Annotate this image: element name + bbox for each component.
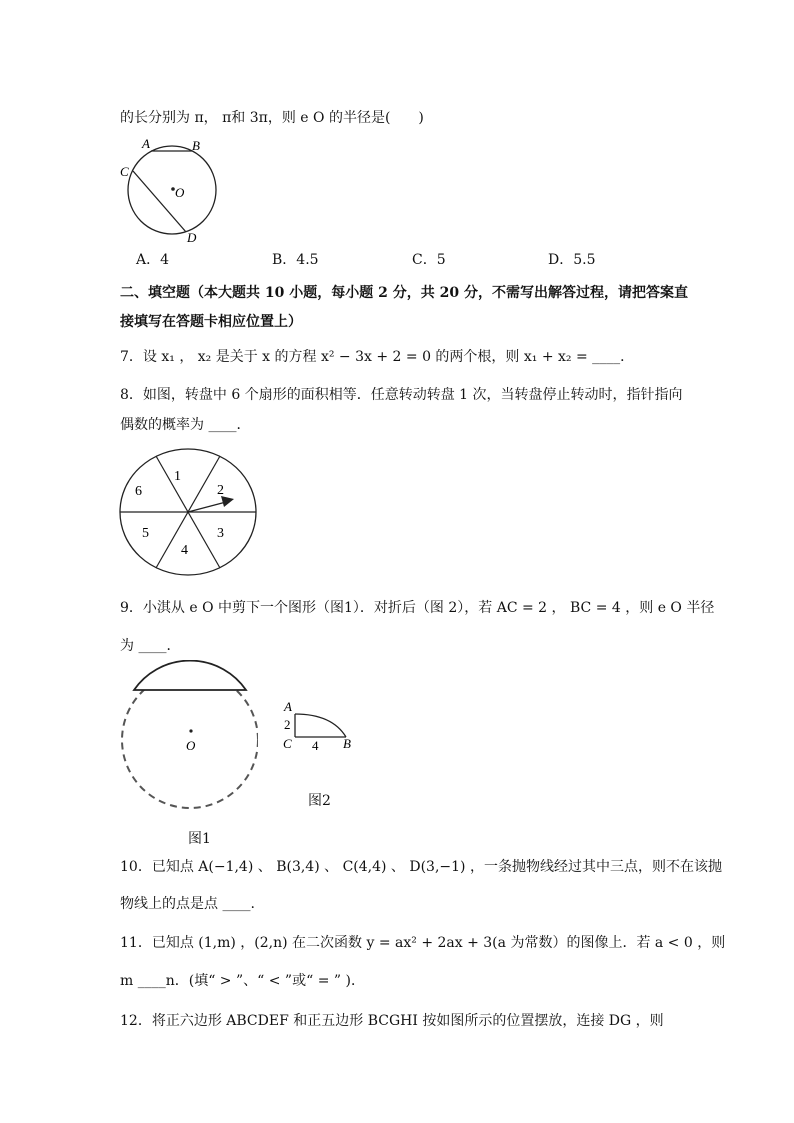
q6-choice-c[interactable]: C．5 (412, 252, 446, 268)
q11-text-line2: m ____n．(填“ > ”、“ < ”或“ = ” )． (120, 973, 365, 989)
q8-spinner-figure (118, 446, 262, 580)
q7-text: 7．设 x₁ ， x₂ 是关于 x 的方程 x² − 3x + 2 = 0 的两个根，则 x₁ + x₂ = ____． (120, 349, 635, 365)
q6-choice-b[interactable]: B．4.5 (272, 252, 319, 268)
section2-heading-line1: 二、填空题（本大题共 10 小题，每小题 2 分，共 20 分，不需写出解答过程，请把答案直 (120, 285, 688, 301)
q6-circle-figure (112, 134, 224, 246)
q9-text-line1: 9．小淇从 e O 中剪下一个图形（图1）．对折后（图 2），若 AC = 2 ， BC = 4 ，则 e O 半径 (120, 600, 715, 616)
q9-text-line2: 为 ____． (120, 638, 181, 654)
q9-fig2-label-a: A (284, 699, 292, 714)
q6-text: 的长分别为 π， π和 3π，则 e O 的半径是( ) (120, 110, 424, 126)
q11-text-line1: 11．已知点 (1,m) ，(2,n) 在二次函数 y = ax² + 2ax + 3(a 为常数）的图像上．若 a < 0 ，则 (120, 935, 726, 951)
q9-fig2-caption: 图2 (308, 793, 331, 809)
q8-text-line1: 8．如图，转盘中 6 个扇形的面积相等．任意转动转盘 1 次，当转盘停止转动时，指针指向 (120, 387, 683, 403)
q8-sector-4: 4 (181, 543, 188, 558)
q6-choice-a[interactable]: A．4 (136, 252, 170, 268)
q6-label-d: D (187, 230, 197, 245)
q8-sector-1: 1 (174, 469, 181, 484)
q12-text: 12．将正六边形 ABCDEF 和正五边形 BCGHI 按如图所示的位置摆放，连接 DG ，则 (120, 1013, 664, 1029)
q8-text-line2: 偶数的概率为 ____． (120, 417, 251, 433)
q6-choice-d[interactable]: D．5.5 (548, 252, 596, 268)
q8-sector-2: 2 (217, 483, 224, 498)
q9-fig1-caption: 图1 (188, 831, 211, 847)
q10-text-line1: 10．已知点 A(−1,4) 、 B(3,4) 、 C(4,4) 、 D(3,−1) ，一条抛物线经过其中三点，则不在该抛 (120, 859, 722, 875)
q8-sector-3: 3 (217, 526, 224, 541)
q9-fig1-label-o: O (186, 738, 196, 753)
q6-label-a: A (142, 136, 150, 151)
q6-label-o: O (175, 185, 185, 200)
q9-figure2 (280, 696, 360, 754)
q8-sector-5: 5 (142, 526, 149, 541)
q9-fig2-label-b: B (343, 736, 351, 751)
q9-fig2-label-c: C (283, 736, 292, 751)
q8-sector-6: 6 (135, 484, 142, 499)
q9-figure1 (118, 660, 258, 818)
q9-fig2-label-ac: 2 (284, 717, 291, 732)
q6-label-b: B (192, 138, 200, 153)
q9-fig2-label-bc: 4 (312, 738, 319, 753)
section2-heading-line2: 接填写在答题卡相应位置上） (120, 314, 302, 330)
q6-label-c: C (120, 164, 129, 179)
q10-text-line2: 物线上的点是点 ____. (120, 896, 255, 912)
